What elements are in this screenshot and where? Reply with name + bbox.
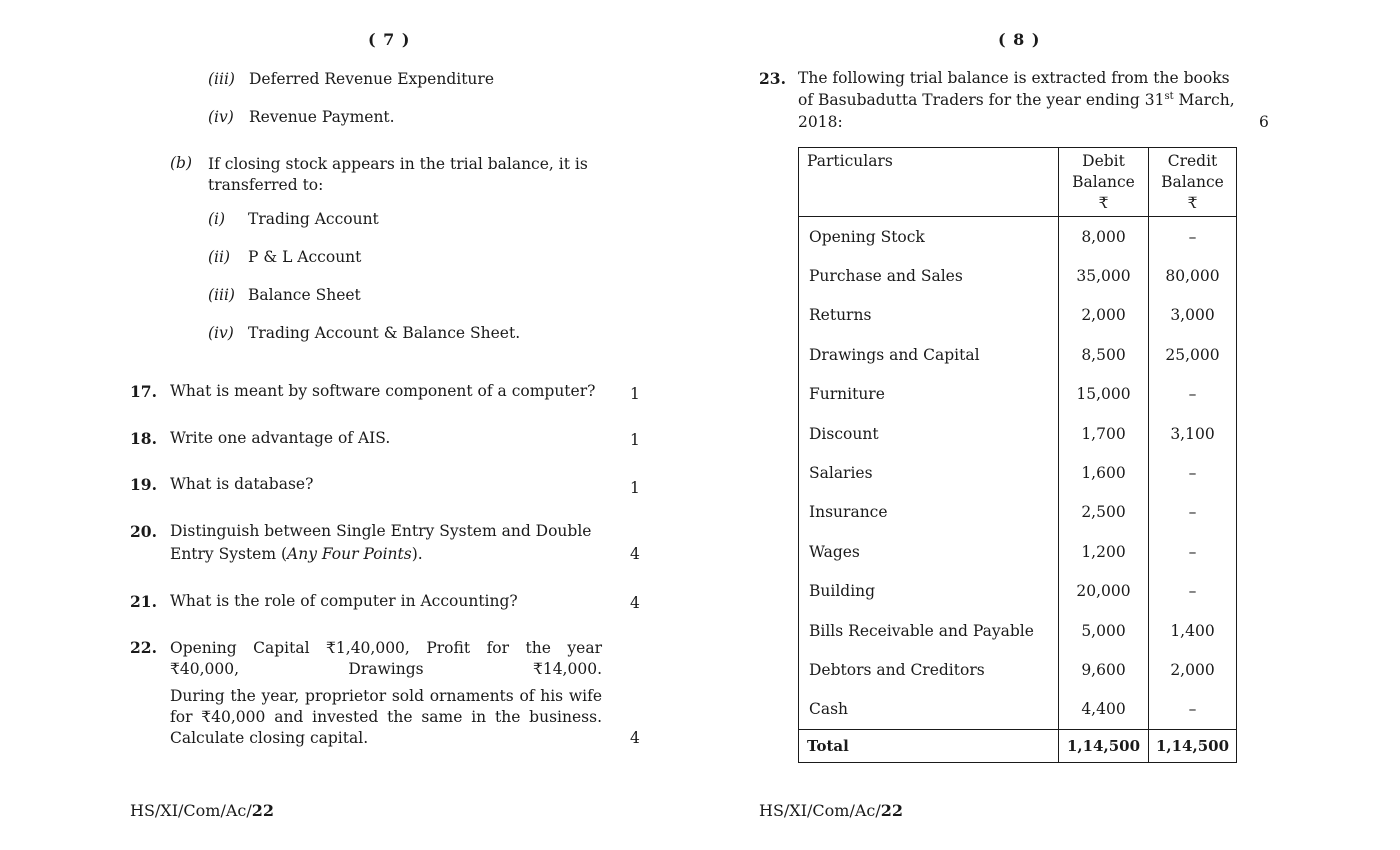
cell-debit: 20,000 [1059, 572, 1149, 611]
header-debit-balance: Debit Balance ₹ [1059, 148, 1149, 217]
cell-debit: 5,000 [1059, 611, 1149, 650]
cell-credit: 1,400 [1149, 611, 1237, 650]
cell-credit: 80,000 [1149, 256, 1237, 295]
cell-credit: 2,000 [1149, 650, 1237, 689]
cell-credit: – [1149, 493, 1237, 532]
question-marks: 1 [630, 479, 640, 497]
option-text: Deferred Revenue Expenditure [249, 70, 494, 88]
option-text: Trading Account [248, 210, 379, 228]
cell-debit: 2,500 [1059, 493, 1149, 532]
cell-debit: 35,000 [1059, 256, 1149, 295]
table-row [799, 335, 1237, 374]
option-text: Balance Sheet [248, 286, 361, 304]
cell-credit: 3,100 [1149, 414, 1237, 453]
question-marks: 6 [1259, 113, 1269, 131]
option-number: (i) [208, 210, 226, 228]
cell-particulars: Debtors and Creditors [799, 650, 1059, 689]
question-marks: 1 [630, 385, 640, 403]
cell-particulars: Insurance [799, 493, 1059, 532]
cell-particulars: Cash [799, 690, 1059, 730]
cell-particulars: Opening Stock [799, 217, 1059, 257]
cell-credit: 3,000 [1149, 296, 1237, 335]
question-number: 20. [130, 522, 157, 541]
table-row [799, 453, 1237, 492]
cell-debit: 15,000 [1059, 375, 1149, 414]
trial-balance-table [798, 147, 1237, 763]
question-marks: 4 [630, 545, 640, 563]
question-marks: 4 [630, 594, 640, 612]
subquestion-label: (b) [170, 154, 193, 172]
question-number: 23. [759, 69, 786, 88]
total-debit: 1,14,500 [1059, 730, 1149, 763]
option-number: (iv) [208, 108, 234, 126]
right-page [700, 0, 1400, 850]
question-number: 19. [130, 475, 157, 494]
table-row [799, 611, 1237, 650]
table-row [799, 296, 1237, 335]
header-particulars: Particulars [799, 148, 1059, 217]
cell-credit: 25,000 [1149, 335, 1237, 374]
question-number: 22. [130, 638, 157, 657]
cell-credit: – [1149, 572, 1237, 611]
cell-credit: – [1149, 217, 1237, 257]
option-text: Trading Account & Balance Sheet. [248, 324, 521, 342]
cell-particulars: Purchase and Sales [799, 256, 1059, 295]
table-row [799, 493, 1237, 532]
cell-particulars: Salaries [799, 453, 1059, 492]
footer-code: HS/XI/Com/Ac/22 [130, 801, 275, 820]
cell-particulars: Drawings and Capital [799, 335, 1059, 374]
table-row [799, 650, 1237, 689]
question-text-paragraph: During the year, proprietor sold ornaments of his wife for ₹40,000 and invested the same in the business. Calculate closing capital. [170, 687, 602, 747]
table-row [799, 690, 1237, 730]
question-text-line2: of Basubadutta Traders for the year ending 31st March, [798, 91, 1235, 110]
option-number: (ii) [208, 248, 231, 266]
table-row [799, 532, 1237, 571]
subquestion-text: If closing stock appears in the trial balance, it is transferred to: [208, 155, 588, 194]
cell-credit: – [1149, 375, 1237, 414]
cell-particulars: Wages [799, 532, 1059, 571]
question-text: What is the role of computer in Accounting? [170, 592, 518, 610]
cell-debit: 8,500 [1059, 335, 1149, 374]
cell-credit: – [1149, 453, 1237, 492]
cell-debit: 1,600 [1059, 453, 1149, 492]
question-number: 21. [130, 592, 157, 611]
cell-debit: 1,700 [1059, 414, 1149, 453]
cell-debit: 8,000 [1059, 217, 1149, 257]
question-text: Write one advantage of AIS. [170, 429, 391, 447]
question-number: 17. [130, 382, 157, 401]
question-number: 18. [130, 429, 157, 448]
option-number: (iii) [208, 70, 235, 88]
table-row [799, 256, 1237, 295]
option-text: Revenue Payment. [249, 108, 395, 126]
footer-code: HS/XI/Com/Ac/22 [759, 801, 904, 820]
question-text: Opening Capital ₹1,40,000, Profit for the year ₹40,000, Drawings ₹14,000. [170, 639, 602, 678]
cell-particulars: Building [799, 572, 1059, 611]
table-row [799, 217, 1237, 257]
cell-debit: 2,000 [1059, 296, 1149, 335]
cell-debit: 1,200 [1059, 532, 1149, 571]
table-total-row [799, 730, 1237, 763]
option-text: P & L Account [248, 248, 362, 266]
total-credit: 1,14,500 [1149, 730, 1237, 763]
total-label: Total [799, 730, 1059, 763]
question-marks: 4 [630, 729, 640, 747]
question-text: The following trial balance is extracted from the books [798, 69, 1230, 87]
question-text-line3: 2018: [798, 113, 843, 131]
question-marks: 1 [630, 431, 640, 449]
table-row [799, 375, 1237, 414]
header-credit-balance: Credit Balance ₹ [1149, 148, 1237, 217]
page-number: ( 7 ) [368, 30, 411, 49]
cell-debit: 4,400 [1059, 690, 1149, 730]
cell-particulars: Furniture [799, 375, 1059, 414]
table-row [799, 572, 1237, 611]
cell-debit: 9,600 [1059, 650, 1149, 689]
question-text: What is database? [170, 475, 314, 493]
table-row [799, 414, 1237, 453]
cell-credit: – [1149, 690, 1237, 730]
cell-particulars: Bills Receivable and Payable [799, 611, 1059, 650]
option-number: (iv) [208, 324, 234, 342]
table-header-row [799, 148, 1237, 217]
question-text: Distinguish between Single Entry System and Double [170, 522, 592, 540]
question-text-line2: Entry System (Any Four Points). [170, 545, 423, 563]
cell-particulars: Discount [799, 414, 1059, 453]
page-number: ( 8 ) [998, 30, 1041, 49]
question-text: What is meant by software component of a computer? [170, 382, 596, 400]
cell-particulars: Returns [799, 296, 1059, 335]
cell-credit: – [1149, 532, 1237, 571]
option-number: (iii) [208, 286, 235, 304]
